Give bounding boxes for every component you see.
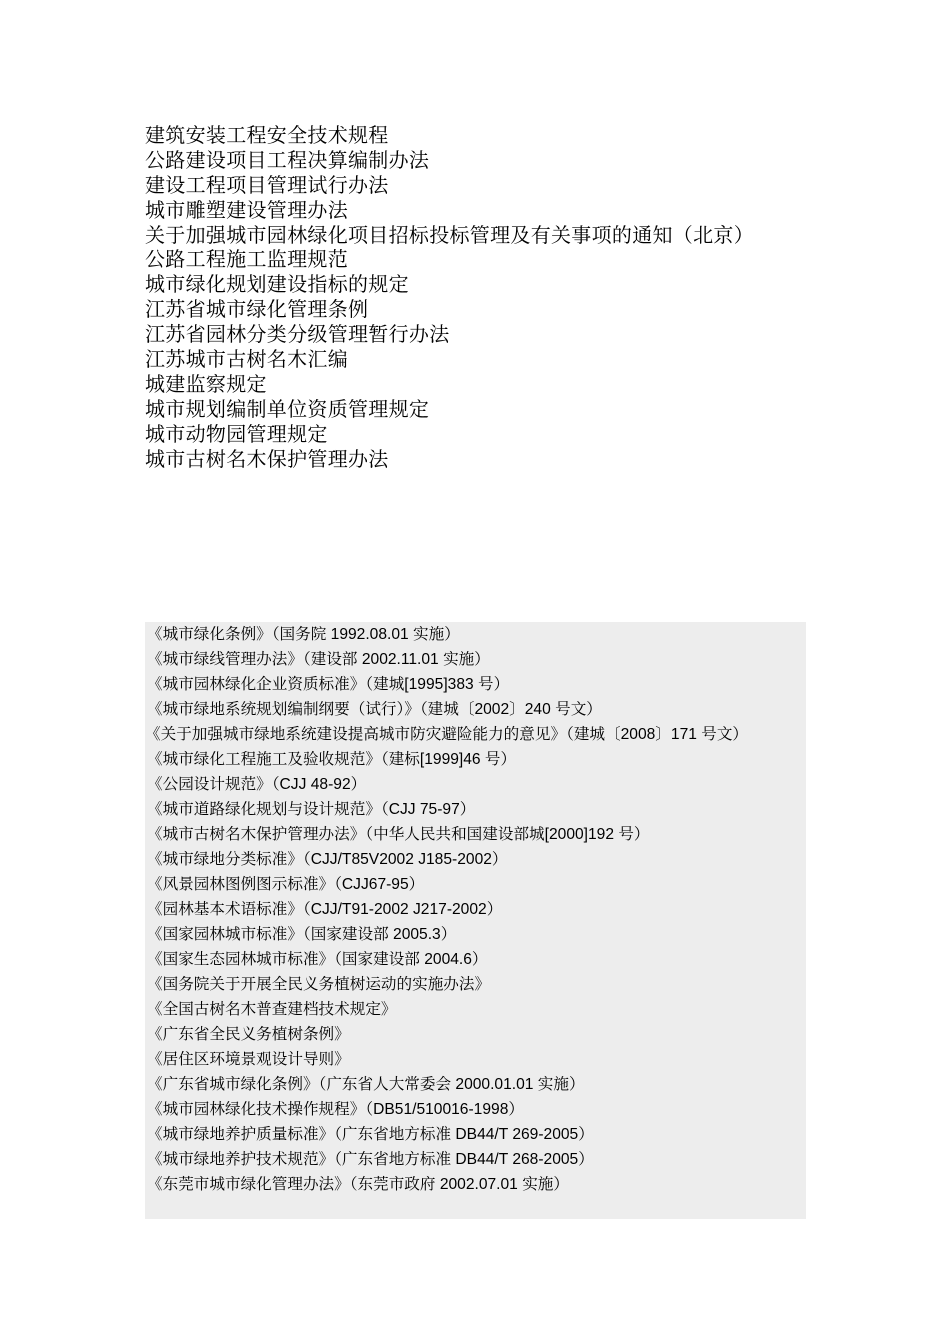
regulation-list (145, 123, 754, 471)
regulation-item: 建筑安装工程安全技术规程 (145, 123, 389, 147)
reference-item: 《国家园林城市标准》（国家建设部 2005.3） (147, 926, 457, 943)
reference-item: 《广东省全民义务植树条例》 (147, 1026, 350, 1043)
regulation-item: 江苏省城市绿化管理条例 (145, 297, 369, 322)
regulation-item: 城市绿化规划建设指标的规定 (145, 272, 409, 297)
reference-item: 《关于加强城市绿地系统建设提高城市防灾避险能力的意见》（建城〔2008〕171 号文） (145, 726, 749, 743)
reference-list (145, 622, 806, 1197)
reference-item: 《城市古树名木保护管理办法》（中华人民共和国建设部城[2000]192 号） (147, 826, 650, 843)
reference-item: 《全国古树名木普查建档技术规定》 (147, 1001, 397, 1018)
regulation-item: 城市古树名木保护管理办法 (145, 446, 389, 471)
reference-item: 《城市道路绿化规划与设计规范》（CJJ 75-97） (147, 801, 476, 818)
reference-item: 《城市绿地系统规划编制纲要（试行）》（建城〔2002〕240 号文） (147, 701, 602, 718)
reference-item: 《城市绿化工程施工及验收规范》（建标[1999]46 号） (147, 751, 517, 768)
reference-item: 《城市园林绿化技术操作规程》（DB51/510016-1998） (147, 1101, 524, 1118)
reference-item: 《广东省城市绿化条例》（广东省人大常委会 2000.01.01 实施） (147, 1076, 585, 1093)
regulation-item: 城市规划编制单位资质管理规定 (145, 396, 430, 421)
regulation-item: 城市动物园管理规定 (145, 421, 328, 446)
regulation-item: 公路工程施工监理规范 (145, 247, 348, 272)
reference-item: 《城市绿地分类标准》（CJJ/T85V2002 J185-2002） (147, 851, 508, 868)
reference-item: 《居住区环境景观设计导则》 (147, 1051, 350, 1068)
reference-item: 《风景园林图例图示标准》（CJJ67-95） (147, 876, 425, 893)
reference-box (145, 622, 806, 1219)
regulation-item: 城建监察规定 (145, 371, 267, 396)
reference-item: 《国务院关于开展全民义务植树运动的实施办法》 (147, 976, 491, 993)
reference-item: 《城市绿地养护质量标准》（广东省地方标准 DB44/T 269-2005） (147, 1126, 594, 1143)
reference-item: 《城市绿线管理办法》（建设部 2002.11.01 实施） (147, 651, 490, 668)
reference-item: 《城市绿化条例》（国务院 1992.08.01 实施） (147, 626, 460, 643)
reference-item: 《城市绿地养护技术规范》（广东省地方标准 DB44/T 268-2005） (147, 1151, 594, 1168)
reference-item: 《园林基本术语标准》（CJJ/T91-2002 J217-2002） (147, 901, 503, 918)
regulation-item: 公路建设项目工程决算编制办法 (145, 147, 430, 172)
reference-item: 《东莞市城市绿化管理办法》（东莞市政府 2002.07.01 实施） (147, 1176, 569, 1193)
regulation-item: 建设工程项目管理试行办法 (145, 172, 389, 197)
regulation-item: 江苏省园林分类分级管理暂行办法 (145, 322, 450, 347)
regulation-item: 城市雕塑建设管理办法 (145, 197, 348, 222)
reference-item: 《国家生态园林城市标准》（国家建设部 2004.6） (147, 951, 488, 968)
reference-item: 《公园设计规范》（CJJ 48-92） (147, 776, 367, 793)
regulation-item: 关于加强城市园林绿化项目招标投标管理及有关事项的通知（北京） (145, 222, 754, 247)
regulation-item: 江苏城市古树名木汇编 (145, 347, 348, 372)
reference-item: 《城市园林绿化企业资质标准》（建城[1995]383 号） (147, 676, 510, 693)
